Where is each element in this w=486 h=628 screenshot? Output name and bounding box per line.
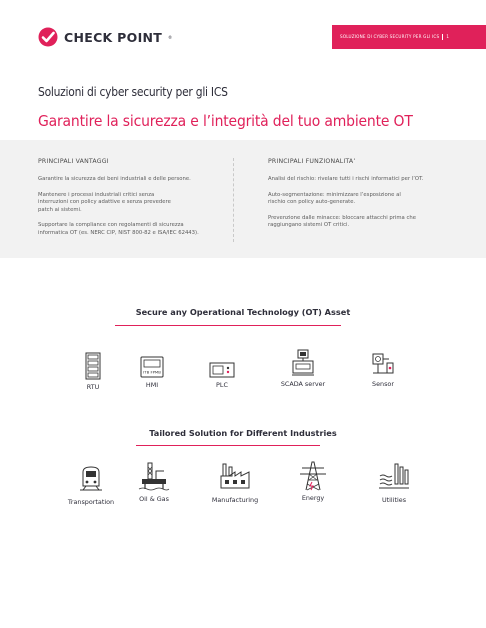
asset-sensor (348, 351, 418, 388)
benefit-item: Garantire la sicurezza dei beni industriali e delle persone. (38, 176, 191, 182)
industry-manufacturing (200, 462, 270, 504)
column-divider (233, 158, 234, 242)
industry-energy (278, 458, 348, 502)
hmi-icon (140, 356, 164, 378)
train-icon (78, 464, 104, 492)
assets-heading-rule (115, 325, 341, 326)
assets-heading: Secure any Operational Technology (OT) Asset (135, 307, 351, 317)
asset-hmi (117, 356, 187, 389)
scada-server-icon (291, 349, 315, 377)
feature-item: Prevenzione dalle minacce: bloccare attacchi prima che raggiungano sistemi OT critici. (268, 214, 417, 229)
feature-item: Auto-segmentazione: minimizzare l’esposizione al rischio con policy auto-generate. (268, 191, 401, 206)
industry-label: Energy (301, 494, 325, 502)
benefits-column (38, 158, 228, 246)
asset-label: HMI (145, 381, 159, 389)
oil-rig-icon (138, 459, 170, 491)
sensor-icon (371, 351, 395, 377)
industry-label: Manufacturing (211, 496, 259, 504)
check-point-logo (38, 27, 172, 47)
features-column (268, 158, 458, 238)
industry-utilities (359, 462, 429, 504)
header-band (332, 25, 486, 49)
brand-name: CHECK POINT (64, 29, 163, 45)
hmi-screen-text: ITB FPMB (143, 369, 161, 375)
power-tower-icon (296, 458, 330, 492)
asset-label: SCADA server (280, 380, 326, 388)
benefit-item: Supportare la compliance con regolamenti di sicurezza informatica OT (es. NERC CIP, NIST 800-82 e ISA/IEC 62443). (38, 222, 199, 236)
industry-label: Transportation (67, 498, 115, 506)
industry-transportation (56, 464, 126, 506)
industry-label: Oil & Gas (139, 495, 169, 503)
water-utility-icon (378, 462, 410, 490)
highlights-panel (0, 140, 486, 258)
industries-heading: Tailored Solution for Different Industries (149, 428, 337, 438)
asset-label: RTU (86, 383, 100, 391)
features-heading: PRINCIPALI FUNZIONALITA’ (268, 158, 356, 165)
asset-plc (187, 358, 257, 389)
benefits-heading: PRINCIPALI VANTAGGI (38, 158, 109, 165)
brand-trademark: ® (168, 34, 173, 40)
feature-item: Analisi del rischio: rivelare tutti i rischi informatici per l’OT. (268, 176, 424, 182)
header-band-separator (442, 34, 443, 40)
industry-oil-gas (119, 459, 189, 503)
page-title: Soluzioni di cyber security per gli ICS (38, 84, 228, 99)
asset-scada-server (268, 349, 338, 388)
page-subtitle: Garantire la sicurezza e l’integrità del tuo ambiente OT (38, 112, 413, 130)
asset-label: PLC (216, 381, 228, 389)
check-point-logo-icon (38, 27, 58, 47)
factory-icon (219, 462, 251, 490)
benefit-item: Mantenere i processi industriali critici senza interruzioni con policy adattive e senza prevedere patch ai sistemi. (38, 191, 171, 213)
industries-heading-rule (136, 445, 320, 446)
header-band-text: SOLUZIONE DI CYBER SECURITY PER GLI ICS (340, 34, 440, 40)
rtu-icon (85, 352, 101, 380)
page-number: 1 (446, 34, 450, 40)
plc-icon (209, 362, 235, 378)
industry-label: Utilities (381, 496, 407, 504)
asset-label: Sensor (372, 380, 394, 388)
